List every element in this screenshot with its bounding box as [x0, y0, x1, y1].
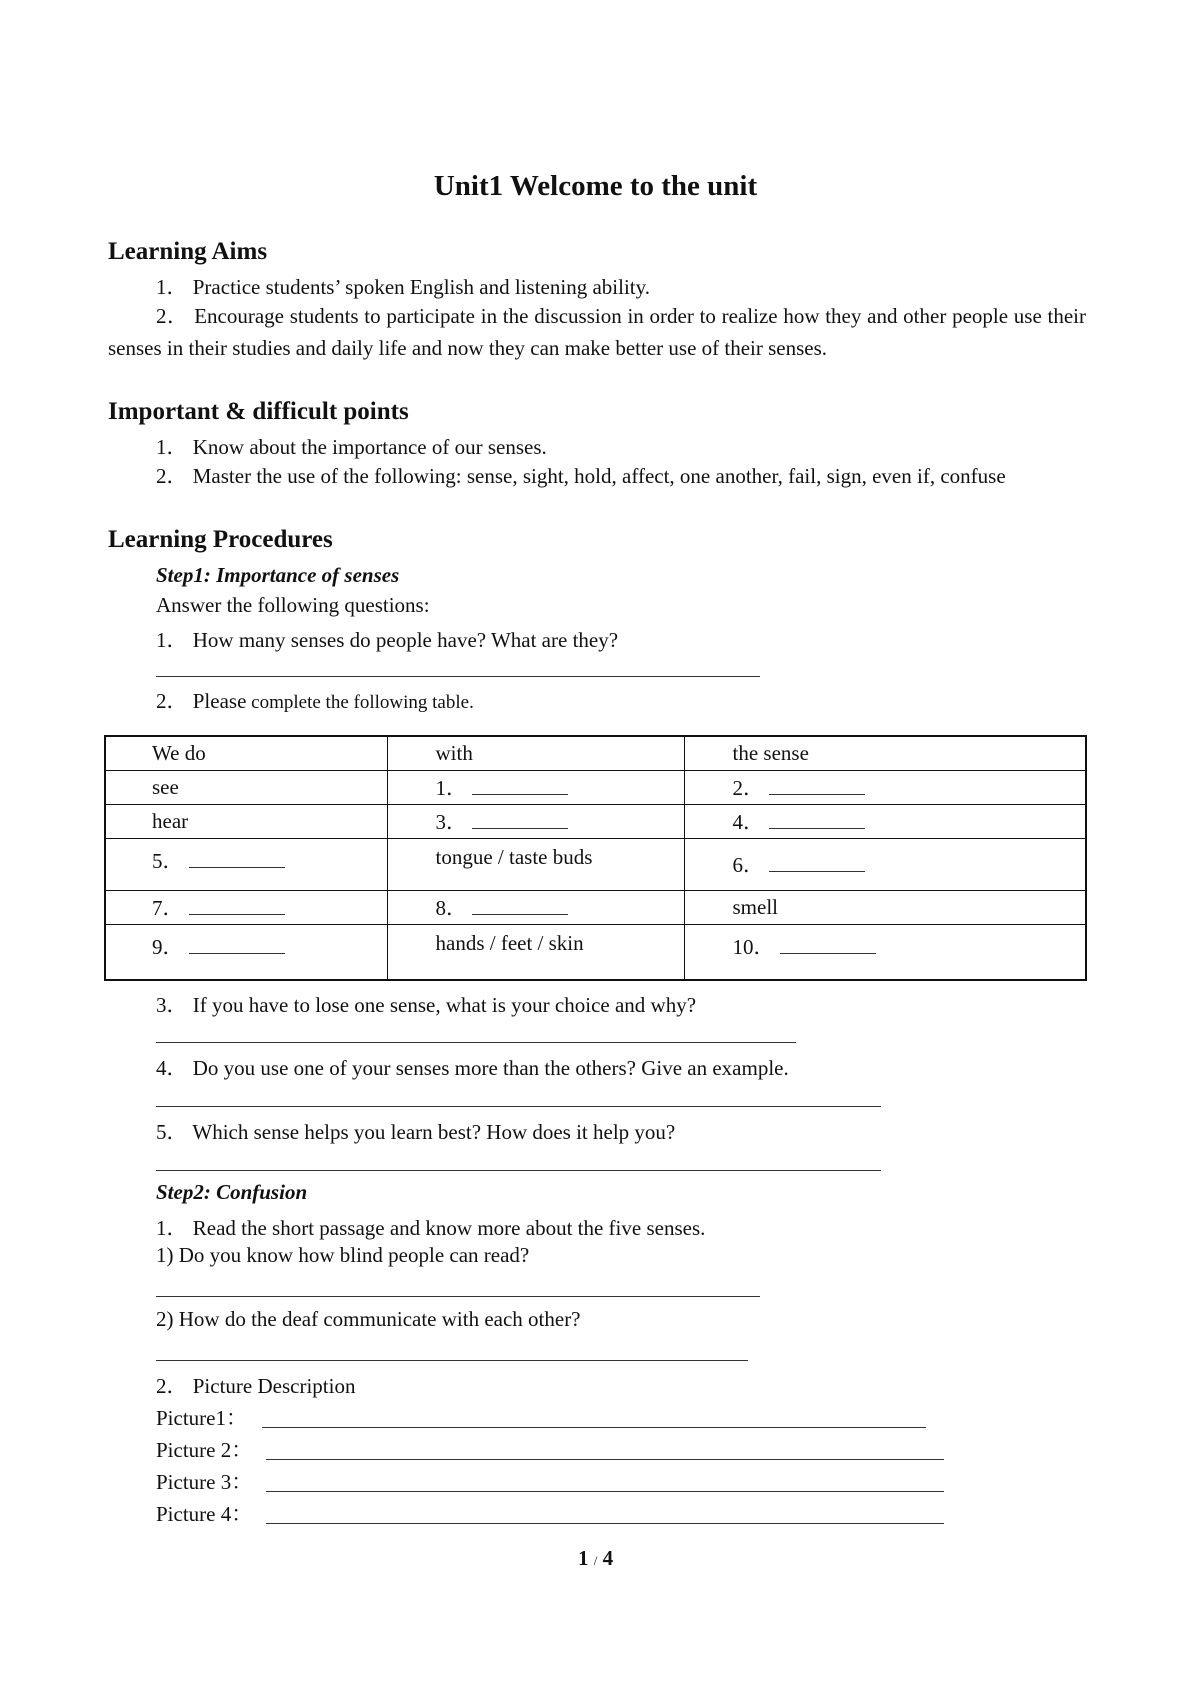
- blank-line: [189, 936, 285, 954]
- table-row: [105, 770, 1086, 804]
- step1-title: Step1: Importance of senses: [156, 563, 400, 587]
- table-cell-blank: [387, 804, 684, 838]
- table-cell-blank: [105, 890, 387, 924]
- point-1: 1． Know about the importance of our senses.: [156, 435, 547, 459]
- header-the-sense: the sense: [684, 736, 1086, 770]
- learning-aims-heading: Learning Aims: [108, 238, 268, 265]
- aim-2: 2． Encourage students to participate in the discussion in order to realize how they and other people use their senses in their studies and daily life and now they can make better use of their senses.: [108, 304, 1086, 360]
- table-cell-blank: [684, 924, 1086, 980]
- answer-line-picture-1: [262, 1427, 926, 1428]
- blank-label: 5．: [152, 848, 184, 873]
- question-5: 5． Which sense helps you learn best? How does it help you?: [156, 1120, 676, 1144]
- picture-1-label: Picture1：: [156, 1406, 247, 1430]
- step2-item-2: 2． Picture Description: [156, 1374, 356, 1398]
- answer-line-picture-3: [266, 1491, 944, 1492]
- picture-4-label: Picture 4：: [156, 1502, 253, 1526]
- question-3: 3． If you have to lose one sense, what is your choice and why?: [156, 993, 697, 1017]
- table-cell: hear: [105, 804, 387, 838]
- blank-label: 10．: [732, 934, 775, 959]
- question-1: 1． How many senses do people have? What are they?: [156, 628, 619, 652]
- aim-1: 1． Practice students’ spoken English and listening ability.: [156, 275, 651, 299]
- question-2: [156, 685, 474, 715]
- blank-label: 1．: [435, 776, 467, 800]
- answer-line-sub1: [156, 1296, 760, 1297]
- table-cell-blank: [684, 804, 1086, 838]
- header-we-do: We do: [105, 736, 387, 770]
- blank-line: [769, 811, 865, 829]
- page-separator: /: [593, 1553, 598, 1568]
- blank-label: 4．: [732, 810, 764, 834]
- table-cell: tongue / taste buds: [387, 838, 684, 890]
- important-points-heading: Important & difficult points: [108, 398, 409, 425]
- page-number: [0, 1546, 1191, 1571]
- step2-title: Step2: Confusion: [156, 1180, 308, 1204]
- blank-line: [472, 811, 568, 829]
- picture-2-label: Picture 2：: [156, 1438, 253, 1462]
- question-2-rest: complete the following table.: [246, 692, 474, 713]
- point-2: 2． Master the use of the following: sense, sight, hold, affect, one another, fail, sign, even if, confuse: [156, 464, 1006, 488]
- table-header-row: [105, 736, 1086, 770]
- header-with: with: [387, 736, 684, 770]
- blank-label: 8．: [435, 896, 467, 920]
- answer-line-picture-2: [266, 1459, 944, 1460]
- table-cell: hands / feet / skin: [387, 924, 684, 980]
- table-cell-blank: [387, 890, 684, 924]
- step2-item-1: 1． Read the short passage and know more about the five senses.: [156, 1216, 706, 1240]
- blank-line: [780, 936, 876, 954]
- blank-label: 9．: [152, 934, 184, 959]
- blank-line: [189, 897, 285, 915]
- table-cell: see: [105, 770, 387, 804]
- procedures-heading: Learning Procedures: [108, 526, 333, 553]
- blank-line: [472, 897, 568, 915]
- answer-line-q5: [156, 1170, 881, 1171]
- question-2-prefix: 2． Please: [156, 689, 247, 713]
- page-title: Unit1 Welcome to the unit: [433, 170, 758, 202]
- question-4: 4． Do you use one of your senses more than the others? Give an example.: [156, 1056, 789, 1080]
- answer-line-sub2: [156, 1360, 748, 1361]
- table-cell-blank: [105, 924, 387, 980]
- blank-line: [769, 777, 865, 795]
- table-row: [105, 838, 1086, 890]
- picture-3-label: Picture 3：: [156, 1470, 253, 1494]
- table-cell: smell: [684, 890, 1086, 924]
- page-current: 1: [577, 1546, 589, 1570]
- table-row: [105, 924, 1086, 980]
- blank-label: 7．: [152, 896, 184, 920]
- table-cell-blank: [684, 770, 1086, 804]
- table-cell-blank: [684, 838, 1086, 890]
- answer-line-picture-4: [266, 1523, 944, 1524]
- blank-line: [189, 850, 285, 868]
- blank-line: [472, 777, 568, 795]
- table-row: [105, 804, 1086, 838]
- blank-label: 2．: [732, 776, 764, 800]
- table-cell-blank: [387, 770, 684, 804]
- answer-line-q1: [156, 676, 760, 677]
- table-row: [105, 890, 1086, 924]
- answer-line-q3: [156, 1042, 796, 1043]
- step1-intro: Answer the following questions:: [156, 593, 430, 617]
- step2-sub-2: 2) How do the deaf communicate with each other?: [156, 1307, 581, 1331]
- blank-label: 3．: [435, 810, 467, 834]
- blank-line: [769, 854, 865, 872]
- table-cell-blank: [105, 838, 387, 890]
- blank-label: 6．: [732, 853, 764, 877]
- page-total: 4: [602, 1546, 614, 1570]
- step2-sub-1: 1) Do you know how blind people can read?: [156, 1243, 530, 1267]
- senses-table: [104, 735, 1087, 981]
- answer-line-q4: [156, 1106, 881, 1107]
